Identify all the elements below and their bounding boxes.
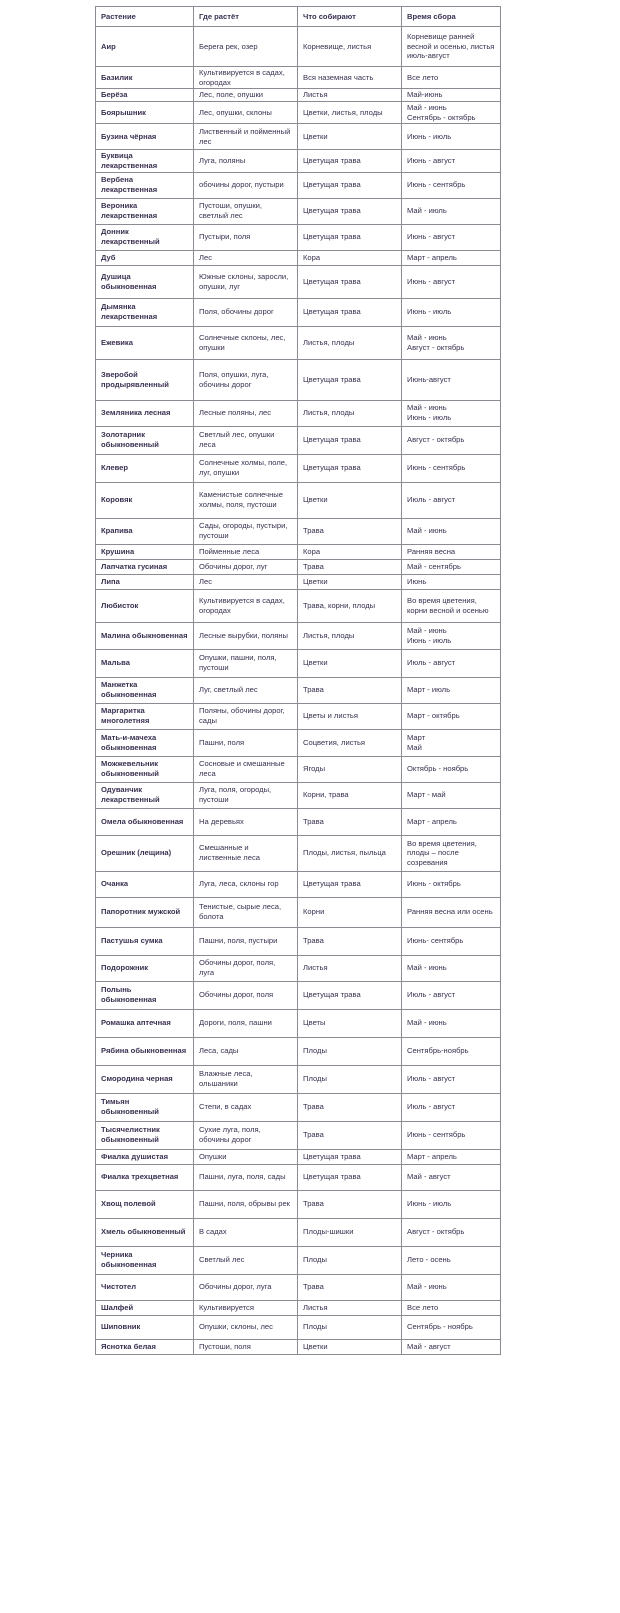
table-row	[96, 589, 501, 622]
table-row	[96, 835, 501, 871]
habitat-cell: Южные склоны, заросли, опушки, луг	[194, 265, 298, 298]
harvested-part-cell: Трава	[298, 518, 402, 544]
table-row	[96, 927, 501, 955]
harvested-part-cell: Листья	[298, 955, 402, 981]
plant-name-cell: Маргаритка многолетняя	[96, 703, 194, 729]
habitat-cell: Обочины дорог, поля, луга	[194, 955, 298, 981]
plant-name-cell: Хвощ полевой	[96, 1190, 194, 1218]
harvest-time-cell: Август - октябрь	[402, 426, 501, 454]
harvest-time-cell: Май - июнь Июнь - июль	[402, 622, 501, 649]
habitat-cell: Смешанные и лиственные леса	[194, 835, 298, 871]
harvest-time-cell: Март Май	[402, 729, 501, 756]
harvest-time-cell: Сентябрь-ноябрь	[402, 1037, 501, 1065]
harvested-part-cell: Кора	[298, 250, 402, 265]
harvested-part-cell: Цветы	[298, 1009, 402, 1037]
habitat-cell: Культивируется в садах, огородах	[194, 67, 298, 89]
table-row	[96, 729, 501, 756]
habitat-cell: Пустоши, поля	[194, 1339, 298, 1354]
plant-name-cell: Полынь обыкновенная	[96, 981, 194, 1009]
table-row	[96, 955, 501, 981]
harvested-part-cell: Корневище, листья	[298, 27, 402, 67]
table-row	[96, 102, 501, 124]
habitat-cell: обочины дорог, пустыри	[194, 172, 298, 198]
habitat-cell: Степи, в садах	[194, 1093, 298, 1121]
harvested-part-cell: Плоды	[298, 1315, 402, 1339]
harvested-part-cell: Цветущая трава	[298, 198, 402, 224]
harvest-time-cell: Июнь - август	[402, 150, 501, 172]
plant-name-cell: Душица обыкновенная	[96, 265, 194, 298]
harvest-time-cell: Июнь- сентябрь	[402, 927, 501, 955]
harvested-part-cell: Трава	[298, 1190, 402, 1218]
harvest-time-cell: Май - июль	[402, 198, 501, 224]
harvested-part-cell: Цветущая трава	[298, 1149, 402, 1164]
plant-name-cell: Базилик	[96, 67, 194, 89]
harvest-time-cell: Июль - август	[402, 981, 501, 1009]
herbs-table	[95, 6, 501, 1355]
table-row	[96, 1093, 501, 1121]
harvested-part-cell: Цветки	[298, 124, 402, 150]
harvested-part-cell: Цветущая трава	[298, 871, 402, 897]
harvest-time-cell: Ранняя весна или осень	[402, 897, 501, 927]
plant-name-cell: Ромашка аптечная	[96, 1009, 194, 1037]
harvested-part-cell: Цветы и листья	[298, 703, 402, 729]
table-row	[96, 27, 501, 67]
harvest-time-cell: Июль - август	[402, 1093, 501, 1121]
harvested-part-cell: Цветущая трава	[298, 1164, 402, 1190]
habitat-cell: Лес, поле, опушки	[194, 89, 298, 102]
table-body	[96, 27, 501, 1355]
harvested-part-cell: Цветущая трава	[298, 298, 402, 326]
harvest-time-cell: Корневище ранней весной и осенью, листья июль-август	[402, 27, 501, 67]
harvest-time-cell: Май - август	[402, 1339, 501, 1354]
harvest-time-cell: Ранняя весна	[402, 544, 501, 559]
table-row	[96, 1149, 501, 1164]
table-row	[96, 1246, 501, 1274]
plant-name-cell: Шалфей	[96, 1300, 194, 1315]
plant-name-cell: Шиповник	[96, 1315, 194, 1339]
habitat-cell: На деревьях	[194, 808, 298, 835]
harvested-part-cell: Корни, трава	[298, 782, 402, 808]
habitat-cell: Поляны, обочины дорог, сады	[194, 703, 298, 729]
plant-name-cell: Хмель обыкновенный	[96, 1218, 194, 1246]
plant-name-cell: Зверобой продырявленный	[96, 359, 194, 400]
header-harvested-part: Что собирают	[298, 7, 402, 27]
plant-name-cell: Чистотел	[96, 1274, 194, 1300]
habitat-cell: Светлый лес, опушки леса	[194, 426, 298, 454]
harvest-time-cell: Июнь - сентябрь	[402, 454, 501, 482]
habitat-cell: Лесные вырубки, поляны	[194, 622, 298, 649]
harvested-part-cell: Листья, плоды	[298, 400, 402, 426]
habitat-cell: Луга, леса, склоны гор	[194, 871, 298, 897]
plant-name-cell: Берёза	[96, 89, 194, 102]
habitat-cell: Пашни, поля, обрывы рек	[194, 1190, 298, 1218]
habitat-cell: Влажные леса, ольшаники	[194, 1065, 298, 1093]
harvest-time-cell: Июнь - июль	[402, 298, 501, 326]
table-row	[96, 89, 501, 102]
plant-name-cell: Яснотка белая	[96, 1339, 194, 1354]
table-row	[96, 1009, 501, 1037]
habitat-cell: Солнечные холмы, поле, луг, опушки	[194, 454, 298, 482]
harvested-part-cell: Цветущая трава	[298, 224, 402, 250]
habitat-cell: Сосновые и смешанные леса	[194, 756, 298, 782]
harvest-time-cell: Май - июнь	[402, 1009, 501, 1037]
plant-name-cell: Омела обыкновенная	[96, 808, 194, 835]
harvested-part-cell: Листья, плоды	[298, 326, 402, 359]
harvested-part-cell: Цветки	[298, 482, 402, 518]
harvest-time-cell: Март - апрель	[402, 808, 501, 835]
habitat-cell: Каменистые солнечные холмы, поля, пустоши	[194, 482, 298, 518]
table-row	[96, 454, 501, 482]
table-row	[96, 808, 501, 835]
plant-name-cell: Клевер	[96, 454, 194, 482]
plant-name-cell: Папоротник мужской	[96, 897, 194, 927]
table-row	[96, 897, 501, 927]
harvested-part-cell: Трава	[298, 1274, 402, 1300]
table-row	[96, 298, 501, 326]
habitat-cell: Солнечные склоны, лес, опушки	[194, 326, 298, 359]
harvest-time-cell: Октябрь - ноябрь	[402, 756, 501, 782]
table-row	[96, 782, 501, 808]
habitat-cell: Лес	[194, 250, 298, 265]
table-row	[96, 1218, 501, 1246]
harvest-time-cell: Июль - август	[402, 1065, 501, 1093]
harvested-part-cell: Вся наземная часть	[298, 67, 402, 89]
harvest-time-cell: Все лето	[402, 1300, 501, 1315]
plant-name-cell: Коровяк	[96, 482, 194, 518]
habitat-cell: Дороги, поля, пашни	[194, 1009, 298, 1037]
harvest-time-cell: Март - апрель	[402, 250, 501, 265]
header-plant: Растение	[96, 7, 194, 27]
plant-name-cell: Тимьян обыкновенный	[96, 1093, 194, 1121]
header-habitat: Где растёт	[194, 7, 298, 27]
harvest-time-cell: Март - октябрь	[402, 703, 501, 729]
table-row	[96, 1065, 501, 1093]
harvested-part-cell: Корни	[298, 897, 402, 927]
harvested-part-cell: Цветущая трава	[298, 359, 402, 400]
habitat-cell: Обочины дорог, луг	[194, 559, 298, 574]
harvest-time-cell: Июнь - октябрь	[402, 871, 501, 897]
table-row	[96, 224, 501, 250]
plant-name-cell: Любисток	[96, 589, 194, 622]
plant-name-cell: Донник лекарственный	[96, 224, 194, 250]
harvest-time-cell: Все лето	[402, 67, 501, 89]
harvest-time-cell: Май - июнь Июнь - июль	[402, 400, 501, 426]
plant-name-cell: Мальва	[96, 649, 194, 677]
plant-name-cell: Тысячелистник обыкновенный	[96, 1121, 194, 1149]
table-row	[96, 1164, 501, 1190]
plant-name-cell: Малина обыкновенная	[96, 622, 194, 649]
harvested-part-cell: Цветущая трава	[298, 265, 402, 298]
harvest-time-cell: Июнь - июль	[402, 1190, 501, 1218]
plant-name-cell: Манжетка обыкновенная	[96, 677, 194, 703]
plant-name-cell: Одуванчик лекарственный	[96, 782, 194, 808]
harvested-part-cell: Кора	[298, 544, 402, 559]
harvest-time-cell: Март - июль	[402, 677, 501, 703]
table-row	[96, 1037, 501, 1065]
habitat-cell: Светлый лес	[194, 1246, 298, 1274]
harvest-time-cell: Август - октябрь	[402, 1218, 501, 1246]
table-row	[96, 359, 501, 400]
table-row	[96, 1190, 501, 1218]
harvested-part-cell: Цветущая трава	[298, 454, 402, 482]
harvested-part-cell: Плоды	[298, 1065, 402, 1093]
habitat-cell: Сухие луга, поля, обочины дорог	[194, 1121, 298, 1149]
plant-name-cell: Липа	[96, 574, 194, 589]
table-row	[96, 981, 501, 1009]
harvested-part-cell: Плоды	[298, 1246, 402, 1274]
habitat-cell: Пустоши, опушки, светлый лес	[194, 198, 298, 224]
habitat-cell: Опушки, склоны, лес	[194, 1315, 298, 1339]
harvest-time-cell: Май - август	[402, 1164, 501, 1190]
harvested-part-cell: Трава	[298, 1093, 402, 1121]
harvested-part-cell: Цветки	[298, 1339, 402, 1354]
habitat-cell: Леса, сады	[194, 1037, 298, 1065]
harvest-time-cell: Май - июнь	[402, 955, 501, 981]
harvest-time-cell: Июль - август	[402, 482, 501, 518]
plant-name-cell: Ежевика	[96, 326, 194, 359]
harvested-part-cell: Трава	[298, 1121, 402, 1149]
table-row	[96, 544, 501, 559]
plant-name-cell: Фиалка трехцветная	[96, 1164, 194, 1190]
harvested-part-cell: Плоды, листья, пыльца	[298, 835, 402, 871]
harvest-time-cell: Май-июнь	[402, 89, 501, 102]
harvested-part-cell: Цветки	[298, 574, 402, 589]
harvest-time-cell: Июнь - июль	[402, 124, 501, 150]
plant-name-cell: Крушина	[96, 544, 194, 559]
plant-name-cell: Земляника лесная	[96, 400, 194, 426]
plant-name-cell: Пастушья сумка	[96, 927, 194, 955]
table-row	[96, 756, 501, 782]
habitat-cell: Берега рек, озер	[194, 27, 298, 67]
plant-name-cell: Рябина обыкновенная	[96, 1037, 194, 1065]
harvest-time-cell: Июнь-август	[402, 359, 501, 400]
harvest-time-cell: Март - май	[402, 782, 501, 808]
harvest-time-cell: Сентябрь - ноябрь	[402, 1315, 501, 1339]
table-row	[96, 426, 501, 454]
harvested-part-cell: Плоды	[298, 1037, 402, 1065]
table-row	[96, 250, 501, 265]
harvest-time-cell: Июль - август	[402, 649, 501, 677]
habitat-cell: Обочины дорог, поля	[194, 981, 298, 1009]
plant-name-cell: Лапчатка гусиная	[96, 559, 194, 574]
table-header-row	[96, 7, 501, 27]
harvest-time-cell: Июнь - август	[402, 265, 501, 298]
harvested-part-cell: Листья	[298, 89, 402, 102]
harvested-part-cell: Трава	[298, 677, 402, 703]
harvested-part-cell: Плоды-шишки	[298, 1218, 402, 1246]
plant-name-cell: Дуб	[96, 250, 194, 265]
habitat-cell: Пашни, поля, пустыри	[194, 927, 298, 955]
harvest-time-cell: Май - июнь Сентябрь - октябрь	[402, 102, 501, 124]
harvested-part-cell: Цветущая трава	[298, 426, 402, 454]
plant-name-cell: Вербена лекарственная	[96, 172, 194, 198]
plant-name-cell: Черника обыкновенная	[96, 1246, 194, 1274]
harvested-part-cell: Цветущая трава	[298, 981, 402, 1009]
harvest-time-cell: Июнь - август	[402, 224, 501, 250]
habitat-cell: Тенистые, сырые леса, болота	[194, 897, 298, 927]
harvest-time-cell: Июнь - сентябрь	[402, 172, 501, 198]
table-row	[96, 518, 501, 544]
plant-name-cell: Смородина черная	[96, 1065, 194, 1093]
harvested-part-cell: Трава	[298, 927, 402, 955]
plant-name-cell: Подорожник	[96, 955, 194, 981]
harvested-part-cell: Цветущая трава	[298, 172, 402, 198]
harvested-part-cell: Ягоды	[298, 756, 402, 782]
habitat-cell: Поля, обочины дорог	[194, 298, 298, 326]
plant-name-cell: Можжевельник обыкновенный	[96, 756, 194, 782]
table-row	[96, 559, 501, 574]
plant-name-cell: Очанка	[96, 871, 194, 897]
table-row	[96, 649, 501, 677]
habitat-cell: Пашни, поля	[194, 729, 298, 756]
habitat-cell: Лесные поляны, лес	[194, 400, 298, 426]
habitat-cell: Культивируется	[194, 1300, 298, 1315]
habitat-cell: Опушки, пашни, поля, пустоши	[194, 649, 298, 677]
harvest-time-cell: Май - июнь Август - октябрь	[402, 326, 501, 359]
harvested-part-cell: Листья, плоды	[298, 622, 402, 649]
habitat-cell: Луг, светлый лес	[194, 677, 298, 703]
habitat-cell: Луга, поляны	[194, 150, 298, 172]
table-row	[96, 574, 501, 589]
table-row	[96, 1274, 501, 1300]
plant-name-cell: Боярышник	[96, 102, 194, 124]
harvest-time-cell: Май - июнь	[402, 518, 501, 544]
harvest-time-cell: Июнь	[402, 574, 501, 589]
harvested-part-cell: Трава	[298, 808, 402, 835]
harvest-time-cell: Март - апрель	[402, 1149, 501, 1164]
table-row	[96, 871, 501, 897]
habitat-cell: Пашни, луга, поля, сады	[194, 1164, 298, 1190]
table-row	[96, 482, 501, 518]
habitat-cell: Луга, поля, огороды, пустоши	[194, 782, 298, 808]
plant-name-cell: Крапива	[96, 518, 194, 544]
harvest-time-cell: Во время цветения, плоды – после созревания	[402, 835, 501, 871]
plant-name-cell: Буквица лекарственная	[96, 150, 194, 172]
habitat-cell: Лиственный и пойменный лес	[194, 124, 298, 150]
harvested-part-cell: Цветущая трава	[298, 150, 402, 172]
plant-name-cell: Бузина чёрная	[96, 124, 194, 150]
table-row	[96, 677, 501, 703]
harvested-part-cell: Листья	[298, 1300, 402, 1315]
habitat-cell: Сады, огороды, пустыри, пустоши	[194, 518, 298, 544]
table-row	[96, 150, 501, 172]
harvested-part-cell: Трава	[298, 559, 402, 574]
plant-name-cell: Мать-и-мачеха обыкновенная	[96, 729, 194, 756]
harvest-time-cell: Май - июнь	[402, 1274, 501, 1300]
table-row	[96, 1315, 501, 1339]
habitat-cell: Лес	[194, 574, 298, 589]
plant-name-cell: Орешник (лещина)	[96, 835, 194, 871]
harvested-part-cell: Соцветия, листья	[298, 729, 402, 756]
harvest-time-cell: Июнь - сентябрь	[402, 1121, 501, 1149]
plant-name-cell: Аир	[96, 27, 194, 67]
table-row	[96, 326, 501, 359]
table-row	[96, 622, 501, 649]
plant-name-cell: Фиалка душистая	[96, 1149, 194, 1164]
table-row	[96, 198, 501, 224]
table-row	[96, 67, 501, 89]
habitat-cell: Пойменные леса	[194, 544, 298, 559]
table-row	[96, 1300, 501, 1315]
harvest-time-cell: Лето - осень	[402, 1246, 501, 1274]
table-row	[96, 400, 501, 426]
harvest-time-cell: Май - сентябрь	[402, 559, 501, 574]
table-row	[96, 1339, 501, 1354]
harvested-part-cell: Цветки	[298, 649, 402, 677]
table-row	[96, 265, 501, 298]
habitat-cell: Опушки	[194, 1149, 298, 1164]
habitat-cell: Обочины дорог, луга	[194, 1274, 298, 1300]
plant-name-cell: Вероника лекарственная	[96, 198, 194, 224]
header-harvest-time: Время сбора	[402, 7, 501, 27]
habitat-cell: Пустыри, поля	[194, 224, 298, 250]
plant-name-cell: Дымянка лекарственная	[96, 298, 194, 326]
table-row	[96, 172, 501, 198]
harvest-time-cell: Во время цветения, корни весной и осенью	[402, 589, 501, 622]
habitat-cell: Культивируется в садах, огородах	[194, 589, 298, 622]
table-row	[96, 1121, 501, 1149]
harvested-part-cell: Цветки, листья, плоды	[298, 102, 402, 124]
habitat-cell: Поля, опушки, луга, обочины дорог	[194, 359, 298, 400]
table-row	[96, 124, 501, 150]
harvested-part-cell: Трава, корни, плоды	[298, 589, 402, 622]
habitat-cell: Лес, опушки, склоны	[194, 102, 298, 124]
habitat-cell: В садах	[194, 1218, 298, 1246]
table-row	[96, 703, 501, 729]
plant-name-cell: Золотарник обыкновенный	[96, 426, 194, 454]
